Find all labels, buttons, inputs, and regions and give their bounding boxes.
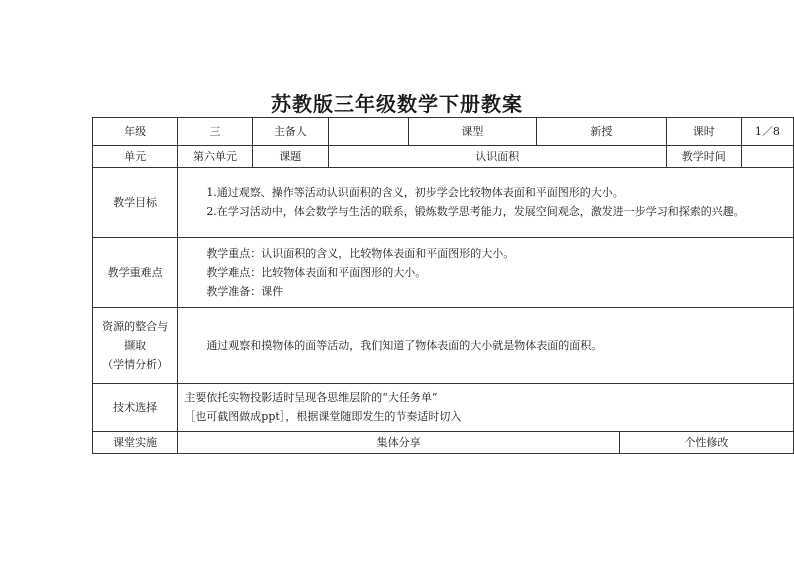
classroom-row (93, 432, 794, 454)
preparer-label: 主备人 (252, 118, 328, 146)
resources-row (93, 308, 794, 384)
key-point-line: 教学重点：认识面积的含义，比较物体表面和平面图形的大小。 (206, 246, 515, 260)
collective-share-header: 集体分享 (178, 432, 620, 454)
goals-row (93, 168, 794, 238)
resources-label (93, 308, 178, 384)
topic-label: 课题 (252, 146, 328, 168)
tech-row (93, 384, 794, 432)
grade-label: 年级 (93, 118, 178, 146)
preparer-value (328, 118, 408, 146)
classroom-label: 课堂实施 (93, 432, 178, 454)
period-value: 1／8 (741, 118, 793, 146)
header-row (93, 118, 794, 146)
tech-label: 技术选择 (93, 384, 178, 432)
goals-content (178, 168, 794, 238)
period-label: 课时 (666, 118, 741, 146)
unit-row (93, 146, 794, 168)
tech-content (178, 384, 794, 432)
teaching-time-label: 教学时间 (666, 146, 741, 168)
key-points-content (178, 238, 794, 308)
resources-label-line: （学情分析） (102, 357, 169, 371)
tech-line: 主要依托实物投影适时呈现各思维层阶的“大任务单” (184, 391, 438, 404)
topic-value: 认识面积 (328, 146, 666, 168)
individual-revision-header: 个性修改 (619, 432, 793, 454)
resources-content: 通过观察和摸物体的面等活动，我们知道了物体表面的大小就是物体表面的面积。 (178, 308, 794, 384)
tech-line: ［也可截图做成ppt］，根据课堂随即发生的节奏适时切入 (184, 410, 462, 423)
teaching-time-value (741, 146, 793, 168)
lesson-type-value: 新授 (537, 118, 666, 146)
lesson-type-label: 课型 (408, 118, 537, 146)
goals-label: 教学目标 (93, 168, 178, 238)
key-points-row (93, 238, 794, 308)
grade-value: 三 (178, 118, 252, 146)
goal-line: 1.通过观察、操作等活动认识面积的含义，初步学会比较物体表面和平面图形的大小。 (206, 186, 624, 199)
lesson-plan-table (92, 117, 794, 454)
resources-label-line: 资源的整合与 (102, 319, 169, 333)
key-point-line: 教学难点：比较物体表面和平面图形的大小。 (206, 265, 427, 279)
page-title: 苏教版三年级数学下册教案 (271, 92, 523, 116)
key-point-line: 教学准备：课件 (206, 284, 284, 298)
key-points-label: 教学重难点 (93, 238, 178, 308)
resources-label-line: 撷取 (124, 338, 147, 352)
unit-label: 单元 (93, 146, 178, 168)
goal-line: 2.在学习活动中，体会数学与生活的联系，锻炼数学思考能力，发展空间观念，激发进一步学习和探索的兴趣。 (206, 205, 745, 218)
unit-value: 第六单元 (178, 146, 252, 168)
